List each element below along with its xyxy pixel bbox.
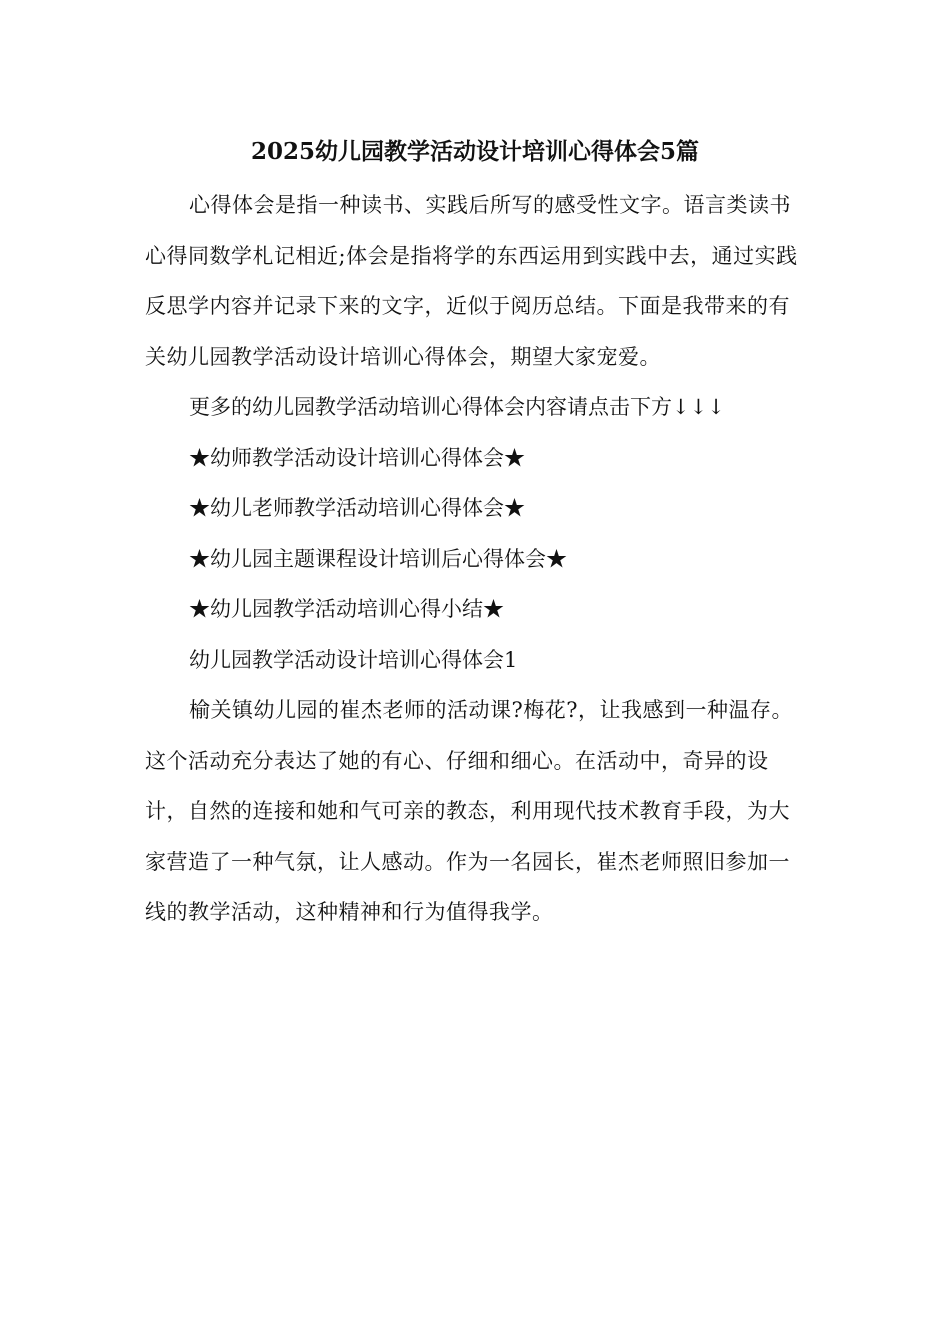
link-item[interactable]: ★幼师教学活动设计培训心得体会★	[189, 445, 525, 470]
link-item[interactable]: ★幼儿园主题课程设计培训后心得体会★	[189, 546, 567, 571]
document-content	[145, 180, 810, 938]
link-item[interactable]: ★幼儿园教学活动培训心得小结★	[189, 597, 504, 621]
more-prompt: 更多的幼儿园教学活动培训心得体会内容请点击下方↓↓↓	[189, 395, 725, 419]
intro-paragraph: 心得体会是指一种读书、实践后所写的感受性文字。语言类读书心得同数学札记相近;体会是指将学的东西运用到实践中去，通过实践反思学内容并记录下来的文字，近似于阅历总结。下面是我带来的有关幼儿园教学活动设计培训心得体会，期望大家宠爱。	[145, 193, 798, 369]
section-heading: 幼儿园教学活动设计培训心得体会1	[189, 647, 518, 672]
section-body-paragraph: 榆关镇幼儿园的崔杰老师的活动课?梅花?，让我感到一种温存。这个活动充分表达了她的有心、仔细和细心。在活动中，奇异的设计，自然的连接和她和气可亲的教态，利用现代技术教育手段，为大家营造了一种气氛，让人感动。作为一名园长，崔杰老师照旧参加一线的教学活动，这种精神和行为值得我学。	[145, 698, 794, 924]
link-item[interactable]: ★幼儿老师教学活动培训心得体会★	[189, 496, 525, 520]
document-title: 2025幼儿园教学活动设计培训心得体会5篇	[250, 138, 700, 165]
